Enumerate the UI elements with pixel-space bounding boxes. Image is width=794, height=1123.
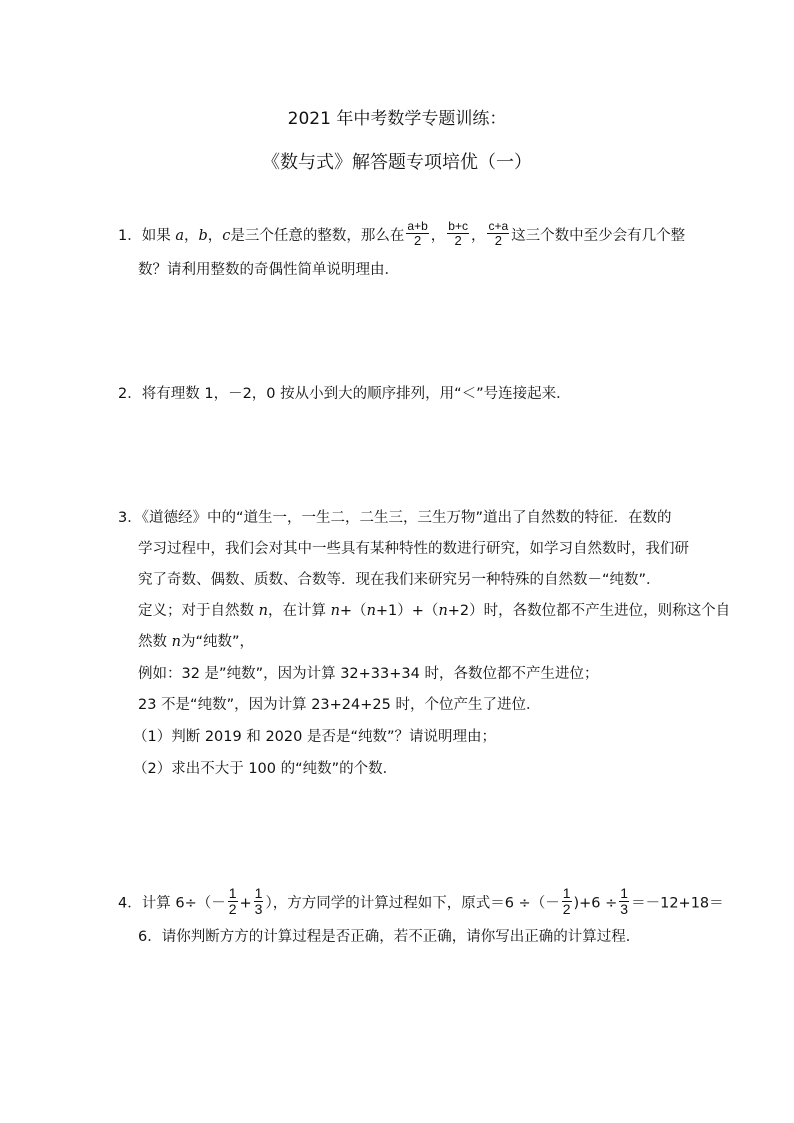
question-3-line-2: 学习过程中，我们会对其中一些具有某种特性的数进行研究，如学习自然数时，我们研: [138, 541, 689, 557]
fraction-one-third: $\frac{1}{3}$: [254, 885, 263, 917]
question-3-line-4: 定义；对于自然数 n，在计算 n+（n+1）+（n+2）时，各数位都不产生进位，则称这个自: [138, 603, 731, 619]
question-3-line-1: 3．《道德经》中的“道生一，一生二，二生三，三生万物”道出了自然数的特征．在数的: [118, 510, 672, 526]
page-title-line1: 2021 年中考数学专题训练：: [287, 109, 507, 129]
question-3-line-5: 然数 n为“纯数”，: [138, 634, 254, 650]
question-3-example-1: 例如：32 是”纯数”，因为计算 32+33+34 时，各数位都不产生进位；: [138, 666, 599, 682]
question-4-line-2: 6．请你判断方方的计算过程是否正确，若不正确，请你写出正确的计算过程．: [138, 929, 641, 945]
fraction-one-third: $\frac{1}{3}$: [620, 885, 629, 917]
page-title-line2: 《数与式》解答题专项培优（一）: [262, 152, 532, 173]
question-number: 1．: [118, 228, 142, 244]
question-number: 4．: [118, 895, 142, 912]
question-3-example-2: 23 不是“纯数”，因为计算 23+24+25 时，个位产生了进位．: [138, 697, 541, 713]
variable-a: a: [175, 228, 184, 244]
question-4-line-1: 4．计算 6÷（－ $\frac{1}{2}$ + $\frac{1}{3}$ ），方方同学的计算过程如下，原式＝6 ÷（－ $\frac{1}{2}$ )+6 ÷ $\frac{1}{3}$ ＝－12+18＝: [118, 885, 724, 917]
variable-c: c: [222, 228, 231, 244]
fraction-b-plus-c: $\frac{b+c}{2}$: [448, 219, 468, 248]
question-1-line-1: 1．如果 a，b，c是三个任意的整数，那么在 $\frac{a+b}{2}$ ， $\frac{b+c}{2}$ ， $\frac{c+a}{2}$ 这三个数中至少会有几个整: [118, 219, 686, 248]
fraction-one-half: $\frac{1}{2}$: [562, 885, 571, 917]
fraction-a-plus-b: $\frac{a+b}{2}$: [407, 219, 428, 248]
fraction-one-half: $\frac{1}{2}$: [228, 885, 237, 917]
question-3-sub-question-1: （1）判断 2019 和 2020 是否是“纯数”？请说明理由；: [133, 729, 496, 745]
question-number: 2．: [118, 386, 142, 402]
question-3-line-3: 究了奇数、偶数、质数、合数等．现在我们来研究另一种特殊的自然数－“纯数”．: [138, 572, 661, 588]
variable-b: b: [198, 228, 208, 244]
question-2-line-1: 2．将有理数 1，－2，0 按从小到大的顺序排列，用“＜”号连接起来．: [118, 386, 571, 402]
question-1-line-2: 数？请利用整数的奇偶性简单说明理由．: [138, 262, 399, 278]
question-3-sub-question-2: （2）求出不大于 100 的“纯数”的个数．: [133, 761, 398, 777]
fraction-c-plus-a: $\frac{c+a}{2}$: [488, 219, 509, 248]
question-number: 3．: [118, 510, 142, 526]
